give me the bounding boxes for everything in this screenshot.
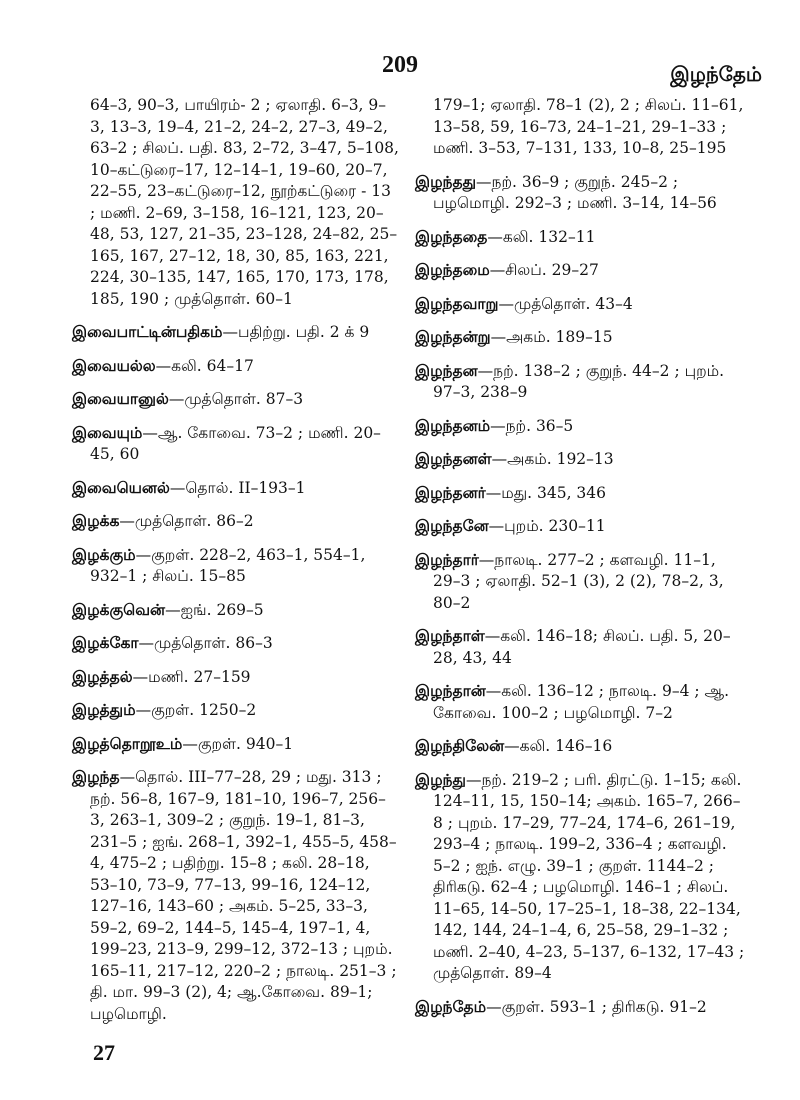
- entry-headword: இழக்கோ: [72, 634, 139, 652]
- index-entry: [415, 550, 747, 615]
- index-entry: [415, 416, 747, 438]
- entry-headword: இழந்தது: [415, 172, 477, 191]
- index-entry: [72, 389, 400, 411]
- entry-references: —முத்தொள். 43–4: [498, 294, 633, 313]
- entry-headword: இழந்தனே: [415, 517, 489, 535]
- index-entry: [72, 700, 400, 722]
- entry-references: —கலி. 132–11: [487, 227, 596, 246]
- entry-headword: இழக்குவென்: [72, 600, 166, 619]
- entry-references: —மணி. 27–159: [132, 667, 251, 686]
- index-entry: [72, 734, 400, 756]
- index-entry: [72, 633, 400, 655]
- index-entry: [415, 260, 747, 282]
- index-entry: [72, 767, 400, 1025]
- index-entry: [72, 356, 400, 378]
- entry-references: —குறள். 1250–2: [135, 701, 257, 719]
- left-column: [72, 95, 400, 1037]
- index-entry: [415, 770, 747, 985]
- entry-references: —நாலடி. 277–2 ; களவழி. 11–1, 29–3 ; ஏலாதி. 52–1 (3), 2 (2), 78–2, 3, 80–2: [433, 550, 724, 612]
- index-entry: [72, 478, 400, 500]
- index-entry: [415, 626, 747, 669]
- entry-headword: இழந்தான்: [415, 682, 486, 700]
- entry-headword: இழந்தமை: [415, 261, 490, 279]
- index-entry: [415, 681, 747, 724]
- index-entry: [72, 322, 400, 344]
- index-entry: [415, 516, 747, 538]
- entry-references: —நற். 138–2 ; குறுந். 44–2 ; புறம். 97–3, 238–9: [433, 361, 725, 401]
- entry-references: —நற். 219–2 ; பரி. திரட்டு. 1–15; கலி. 124–11, 15, 150–14; அகம். 165–7, 266–8 ; புறம். 17–29, 77–24, 174–6, 261–19, 293–4 ; நாலடி. 199–2, 336–4 ; களவழி. 5–2 ; ஐந். எழு. 39–1 ; குறள். 1144–2 ; திரிகடு. 62–4 ; பழமொழி. 146–1 ; சிலப். 11–65, 14–50, 17–25–1, 18–38, 22–134, 142, 144, 24–1–4, 6, 25–58, 29–1–32 ; மணி. 2–40, 4–23, 5–137, 6–132, 17–43 ; முத்தொள். 89–4: [433, 770, 745, 982]
- entry-headword: இழந்தார்: [415, 550, 479, 569]
- entry-headword: இழத்தும்: [72, 701, 136, 719]
- entry-references: —குறள். 940–1: [182, 734, 294, 753]
- entry-references: —நற். 36–9 ; குறுந். 245–2 ; பழமொழி. 292–3 ; மணி. 3–14, 14–56: [433, 172, 717, 212]
- entry-references: 179–1; ஏலாதி. 78–1 (2), 2 ; சிலப். 11–61, 13–58, 59, 16–73, 24–1–21, 29–1–33 ; மணி. 3–53, 7–131, 133, 10–8, 25–195: [433, 96, 744, 157]
- entry-references: —முத்தொள். 87–3: [168, 390, 304, 408]
- entry-headword: இழந்த: [72, 768, 120, 786]
- index-entry: [415, 997, 747, 1019]
- entry-headword: இழக்கும்: [72, 545, 136, 564]
- index-entry: [72, 600, 400, 622]
- index-entry: [415, 95, 747, 160]
- entry-references: —குறள். 228–2, 463–1, 554–1, 932–1 ; சிலப். 15–85: [90, 545, 366, 585]
- entry-headword: இழந்தவாறு: [415, 294, 499, 313]
- entry-headword: இவையானுல்: [72, 390, 169, 408]
- entry-headword: இழந்தனர்: [415, 483, 486, 502]
- entry-references: —ஐங். 269–5: [165, 600, 264, 619]
- entry-headword: இழத்தொறூஉம்: [72, 734, 183, 753]
- entry-headword: இவையெனல்: [72, 478, 170, 497]
- entry-headword: இழந்ததை: [415, 227, 488, 246]
- entry-references: —அகம். 189–15: [490, 328, 613, 346]
- entry-references: —தொல். II–193–1: [169, 478, 306, 497]
- right-column: [415, 95, 747, 1030]
- index-entry: [415, 361, 747, 404]
- entry-headword: இழந்தன: [415, 361, 478, 380]
- entry-headword: இழந்தன்று: [415, 328, 491, 346]
- entry-headword: இழத்தல்: [72, 667, 133, 686]
- entry-references: —மது. 345, 346: [485, 483, 607, 502]
- entry-headword: இழந்தேம்: [415, 997, 487, 1016]
- entry-headword: இழந்தனம்: [415, 416, 491, 435]
- entry-headword: இழந்தனள்: [415, 450, 492, 468]
- entry-references: —புறம். 230–11: [488, 517, 606, 535]
- entry-headword: இழக்க: [72, 512, 120, 530]
- index-entry: [72, 423, 400, 466]
- index-entry: [415, 294, 747, 316]
- entry-headword: இழந்தாள்: [415, 627, 485, 645]
- index-entry: [72, 95, 400, 310]
- index-entry: [415, 327, 747, 349]
- index-entry: [415, 172, 747, 215]
- signature-mark: 27: [93, 1040, 115, 1065]
- entry-references: —கலி. 146–16: [504, 737, 613, 755]
- entry-references: —அகம். 192–13: [491, 450, 614, 468]
- running-head: இழந்தேம்: [670, 62, 762, 86]
- entry-headword: இவைபாட்டின்பதிகம்: [72, 323, 223, 341]
- entry-references: —நற். 36–5: [490, 416, 574, 435]
- entry-references: —கலி. 136–12 ; நாலடி. 9–4 ; ஆ. கோவை. 100–2 ; பழமொழி. 7–2: [433, 682, 730, 722]
- entry-references: —தொல். III–77–28, 29 ; மது. 313 ; நற். 56–8, 167–9, 181–10, 196–7, 256–3, 263–1, 309–2 ; குறுந். 19–1, 81–3, 231–5 ; ஐங். 268–1, 392–1, 455–5, 458–4, 475–2 ; பதிற்று. 15–8 ; கலி. 28–18, 53–10, 73–9, 77–13, 99–16, 124–12, 127–16, 143–60 ; அகம். 5–25, 33–3, 59–2, 69–2, 144–5, 145–4, 197–1, 4, 199–23, 213–9, 299–12, 372–13 ; புறம். 165–11, 217–12, 220–2 ; நாலடி. 251–3 ; தி. மா. 99–3 (2), 4; ஆ.கோவை. 89–1; பழமொழி.: [90, 768, 397, 1023]
- entry-headword: இவையல்ல: [72, 356, 156, 375]
- entry-references: —முத்தொள். 86–2: [119, 512, 254, 530]
- entry-references: —கலி. 146–18; சிலப். பதி. 5, 20–28, 43, 44: [433, 627, 731, 667]
- index-entry: [72, 667, 400, 689]
- entry-references: 64–3, 90–3, பாயிரம்- 2 ; ஏலாதி. 6–3, 9–3, 13–3, 19–4, 21–2, 24–2, 27–3, 49–2, 63–2 ; சிலப். பதி. 83, 2–72, 3–47, 5–108, 10–கட்டுரை–17, 12–14–1, 19–60, 20–7, 22–55, 23–கட்டுரை–12, நூற்கட்டுரை - 13 ; மணி. 2–69, 3–158, 16–121, 123, 20–48, 53, 127, 21–35, 23–128, 24–82, 25–165, 167, 27–12, 18, 30, 85, 163, 221, 224, 30–135, 147, 165, 170, 173, 178, 185, 190 ; முத்தொள். 60–1: [90, 96, 399, 308]
- entry-references: —குறள். 593–1 ; திரிகடு. 91–2: [486, 997, 707, 1016]
- entry-references: —ஆ. கோவை. 73–2 ; மணி. 20–45, 60: [90, 423, 381, 463]
- entry-headword: இவையும்: [72, 423, 143, 442]
- entry-references: —சிலப். 29–27: [489, 261, 599, 279]
- index-entry: [415, 483, 747, 505]
- index-entry: [415, 736, 747, 758]
- index-entry: [415, 227, 747, 249]
- entry-headword: இழந்திலேன்: [415, 737, 505, 755]
- entry-headword: இழந்து: [415, 770, 466, 789]
- index-entry: [72, 511, 400, 533]
- index-entry: [415, 449, 747, 471]
- index-entry: [72, 545, 400, 588]
- entry-references: —பதிற்று. பதி. 2 க் 9: [222, 323, 370, 341]
- entry-references: —கலி. 64–17: [155, 356, 254, 375]
- entry-references: —முத்தொள். 86–3: [138, 634, 273, 652]
- page-number: 209: [382, 52, 418, 78]
